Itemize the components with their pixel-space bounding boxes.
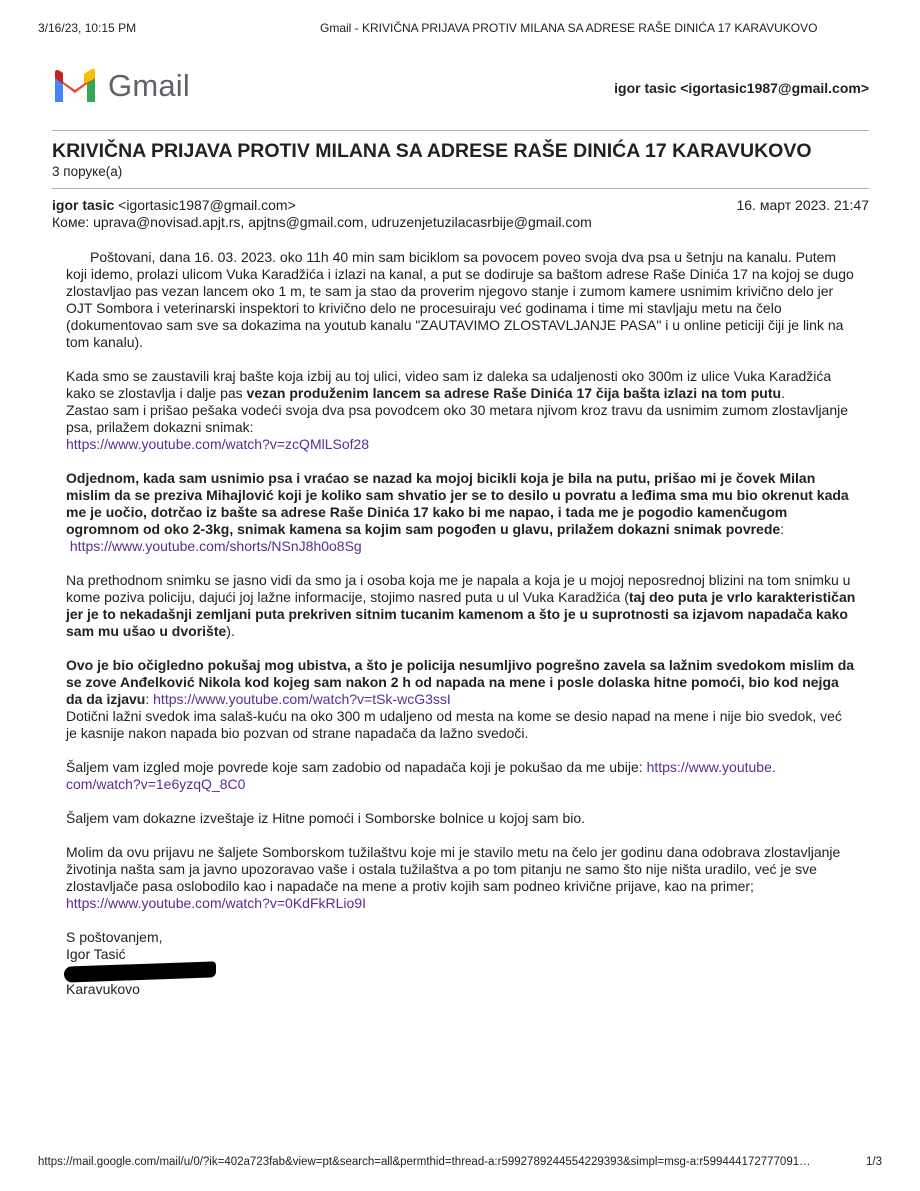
p8-text: Molim da ovu prijavu ne šaljete Somborskom tužilaštvu koje mi je stavilo metu na čelo jer godinu dana odobrava zlostavljanje životinja našta sam ja javno upozoravao vaše i ostala tužilaštva a po tom pitanju ne samo što nije ništa uradilo, već je sve zlostavljače pasa oslobodilo kao i napadače na mene a protiv kojih sam podneo krivične prijave, kao na primer; xyxy=(66,844,841,894)
p5-text-b: Dotični lažni svedok ima salaš-kuću na oko 300 m udaljeno od mesta na kome se desio napad na mene i nije bio svedok, već je kasnije nakon napada bio pozvan od strane napadača da lažno svedoči. xyxy=(66,708,842,741)
divider-top xyxy=(52,130,869,131)
message-date: 16. март 2023. 21:47 xyxy=(736,197,869,213)
body-paragraph-5 xyxy=(66,657,856,742)
account-info: igor tasic <igortasic1987@gmail.com> xyxy=(614,80,869,96)
body-paragraph-6 xyxy=(66,759,856,793)
body-paragraph-1: Poštovani, dana 16. 03. 2023. oko 11h 40 min sam biciklom sa povocem poveo svoja dva psa u šetnju na kanalu. Putem koji idemo, prolazi ulicom Vuka Karadžića i izlazi na kanal, a put se dodiruje sa baštom adrese Raše Dinića 17 na kojoj se dugo zlostavljao pas vezan lancem oko 1 m, te sam ja stao da proverim njegovo stanje i zumom kamere usnimim krivično delo jer OJT Sombora i veterinarski inspektori to krivično delo ne procesuiraju već godinama i time mi stavljaju metu na čelo (dokumentovao sam sve sa dokazima na youtub kanalu "ZAUTAVIMO ZLOSTAVLJANJE PASA" i u online peticiji čiji je link na tom kanalu). xyxy=(66,249,854,350)
print-header xyxy=(38,21,882,37)
print-footer-url: https://mail.google.com/mail/u/0/?ik=402a723fab&view=pt&search=all&permthid=thread-a:r5992789244554229393&simpl=msg-a:r599444172777091… xyxy=(38,1156,811,1168)
to-label: Коме: xyxy=(52,214,90,230)
youtube-link-5[interactable]: https://www.youtube.com/watch?v=0KdFkRLio9I xyxy=(66,895,366,911)
sender-name: igor tasic xyxy=(52,197,115,213)
sender-email: <igortasic1987@gmail.com> xyxy=(118,197,296,213)
body-paragraph-2 xyxy=(66,368,856,453)
p2-text-c: Zastao sam i prišao pešaka vodeći svoja dva psa povodcem oko 30 metara njivom kroz travu da usnimim zumom zlostavljanje psa, prilažem dokazni snimak: xyxy=(66,402,849,435)
message-count: 3 поруке(а) xyxy=(52,164,123,179)
to-addresses: uprava@novisad.apjt.rs, apjtns@gmail.com, udruzenjetuzilacasrbije@gmail.com xyxy=(93,214,592,230)
redaction-mark xyxy=(64,961,216,982)
page-number: 1/3 xyxy=(866,1156,882,1168)
gmail-logo-icon xyxy=(52,68,98,104)
p3-colon: : xyxy=(780,521,785,537)
signature-name: Igor Tasić xyxy=(66,946,126,962)
body-paragraph-3 xyxy=(66,470,856,555)
p2-text-a: Kada smo se zaustavili kraj bašte koja izbij au toj ulici, video sam iz daleka sa udaljenosti oko 300m iz ulice Vuka Karadžića kako se zlostavlja i dalje pas xyxy=(66,368,832,401)
p4-text-a: Na prethodnom snimku se jasno vidi da smo ja i osoba koja me je napala a koja je u mojoj neposrednoj blizini na tom snimku u kome poziva policiju, dajući joj lažne informacije, stojimo nasred puta u ul Vuka Karadžića ( xyxy=(66,572,851,605)
p6-text: Šaljem vam izgled moje povrede koje sam zadobio od napadača koji je pokušao da me ubije: xyxy=(66,759,647,775)
signature xyxy=(66,929,856,998)
signature-greeting: S poštovanjem, xyxy=(66,929,163,945)
message-sender xyxy=(52,197,296,213)
p5-colon: : xyxy=(145,691,154,707)
gmail-wordmark: Gmail xyxy=(108,68,190,103)
p4-bold: taj deo puta je vrlo karakterističan jer je to nekadašnji zemljani puta prekriven sitnim tucanim kamenom a što je u suprotnosti sa izjavom napadača kako sam mu ušao u dvorište xyxy=(66,589,856,639)
gmail-logo xyxy=(52,66,212,106)
youtube-link-2[interactable]: https://www.youtube.com/shorts/NSnJ8h0o8Sg xyxy=(69,538,362,554)
youtube-link-3[interactable]: https://www.youtube.com/watch?v=tSk-wcG3ssI xyxy=(153,691,451,707)
body-paragraph-4 xyxy=(66,572,856,640)
body-paragraph-7: Šaljem vam dokazne izveštaje iz Hitne pomoći i Somborske bolnice u kojoj sam bio. xyxy=(66,810,586,826)
youtube-link-1[interactable]: https://www.youtube.com/watch?v=zcQMlLSof28 xyxy=(66,436,370,452)
signature-place: Karavukovo xyxy=(66,981,140,997)
divider-subject xyxy=(52,188,869,189)
message-body xyxy=(66,249,856,998)
thread-subject: KRIVIČNA PRIJAVA PROTIV MILANA SA ADRESE RAŠE DINIĆA 17 KARAVUKOVO xyxy=(52,140,812,162)
p5-bold: Ovo je bio očigledno pokušaj mog ubistva, a što je policija nesumljivo pogrešno zavela sa lažnim svedokom mislim da se zove Anđelković Nikola kod kojeg sam nakon 2 h od napada na mene i posle dolaska hitne pomoći, bio kod nejga da da izjavu xyxy=(66,657,855,707)
p3-bold: Odjednom, kada sam usnimio psa i vraćao se nazad ka mojoj bicikli koja je bila na putu, prišao mi je čovek Milan mislim da se preziva Mihajlović koji je koliko sam shvatio jer se to desilo u povratu a leđima sma mu bio okrenut kada me je uočio, dotrčao iz bašte sa adrese Raše Dinića 17 kako bi me napao, i tada me je pogodio kamenčugom ogromnom od oko 2-3kg, snimak kamena sa kojim sam pogođen u glavu, prilažem dokazni snimak povrede xyxy=(66,470,849,537)
body-paragraph-8 xyxy=(66,844,856,912)
print-title: Gmail - KRIVIČNA PRIJAVA PROTIV MILANA SA ADRESE RAŠE DINIĆA 17 KARAVUKOVO xyxy=(320,21,818,35)
print-datetime: 3/16/23, 10:15 PM xyxy=(38,21,137,35)
link4-part-a: https://www.youtube. xyxy=(646,759,776,775)
p2-bold: vezan produženim lancem sa adrese Raše Dinića 17 čija bašta izlazi na tom putu xyxy=(246,385,782,401)
message-recipients xyxy=(52,214,592,230)
p2-text-b: . xyxy=(781,385,785,401)
link4-part-b: com/watch?v=1e6yzqQ_8C0 xyxy=(66,776,246,792)
p4-text-b: ). xyxy=(226,623,235,639)
